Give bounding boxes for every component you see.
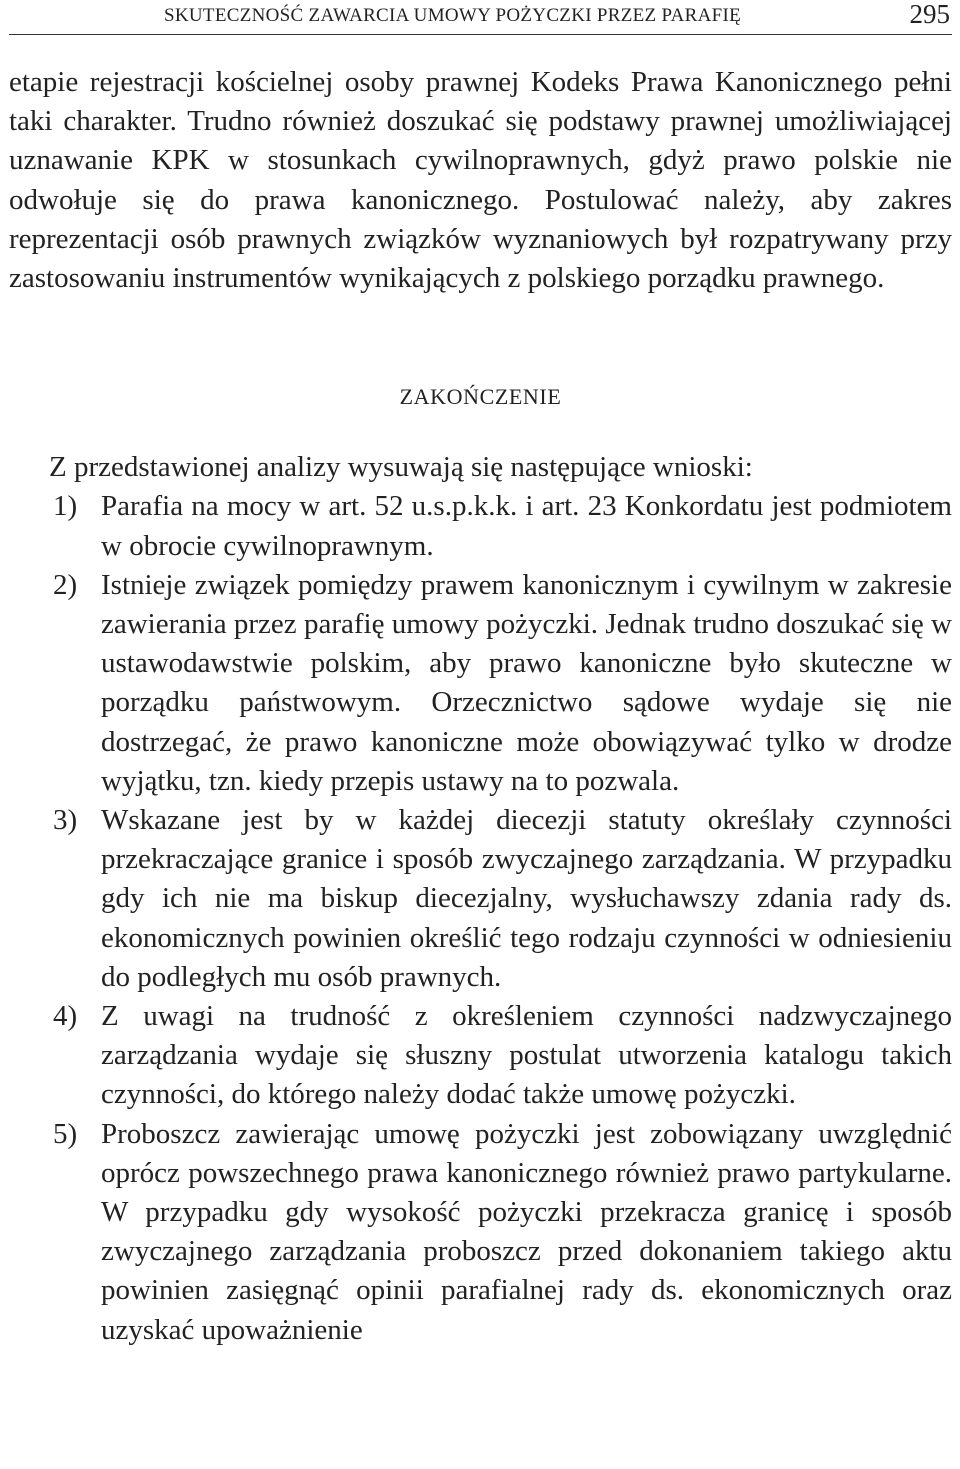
conclusions-intro: Z przedstawionej analizy wysuwają się następujące wnioski: xyxy=(49,451,753,484)
conclusion-item xyxy=(53,801,952,997)
running-header xyxy=(9,0,952,35)
conclusion-number: 3) xyxy=(53,804,78,837)
conclusion-number: 5) xyxy=(53,1117,78,1150)
page-number: 295 xyxy=(909,0,950,29)
conclusion-number: 2) xyxy=(53,568,78,601)
conclusions-list xyxy=(9,487,952,1349)
conclusion-text: Istnieje związek pomiędzy prawem kanonicznym i cywilnym w zakresie zawierania przez parafię umowy pożyczki. Jednak trudno doszukać się w ustawodawstwie polskim, aby prawo kanoniczne było skuteczne w porządku państwowym. Orzecznictwo sądowe wydaje się nie dostrzegać, że prawo kanoniczne może obowiązywać tylko w drodze wyjątku, tzn. kiedy przepis ustawy na to pozwala. xyxy=(101,568,952,797)
conclusion-text: Proboszcz zawierając umowę pożyczki jest zobowiązany uwzględnić oprócz powszechnego prawa kanonicznego również prawo partykularne. W przypadku gdy wysokość pożyczki przekracza granicę i sposób zwyczajnego zarządzania proboszcz przed dokonaniem takiego aktu powinien zasięgnąć opinii parafialnej rady ds. ekonomicznych oraz uzyskać upoważnienie xyxy=(101,1117,952,1346)
conclusion-item xyxy=(53,1115,952,1350)
conclusion-text: Z uwagi na trudność z określeniem czynności nadzwyczajnego zarządzania wydaje się słuszny postulat utworzenia katalogu takich czynności, do którego należy dodać także umowę pożyczki. xyxy=(101,1000,952,1111)
conclusion-item xyxy=(53,566,952,801)
conclusion-item xyxy=(53,487,952,565)
conclusion-number: 4) xyxy=(53,1000,78,1033)
opening-paragraph: etapie rejestracji kościelnej osoby prawnej Kodeks Prawa Kanonicznego pełni taki charakter. Trudno również doszukać się podstawy prawnej umożliwiającej uznawanie KPK w stosunkach cywilnoprawnych, gdyż prawo polskie nie odwołuje się do prawa kanonicznego. Postulować należy, aby zakres reprezentacji osób prawnych związków wyznaniowych był rozpatrywany przy zastosowaniu instrumentów wynikających z polskiego porządku prawnego. xyxy=(9,66,952,295)
section-heading: ZAKOŃCZENIE xyxy=(399,384,562,410)
running-title: SKUTECZNOŚĆ ZAWARCIA UMOWY POŻYCZKI PRZEZ PARAFIĘ xyxy=(164,5,742,26)
body-text xyxy=(9,63,952,298)
conclusion-text: Wskazane jest by w każdej diecezji statuty określały czynności przekraczające granice i sposób zwyczajnego zarządzania. W przypadku gdy ich nie ma biskup diecezjalny, wysłuchawszy zdania rady ds. ekonomicznych powinien określić tego rodzaju czynności w odniesieniu do podległych mu osób prawnych. xyxy=(101,804,952,993)
conclusion-number: 1) xyxy=(53,490,78,523)
conclusion-item xyxy=(53,997,952,1115)
conclusion-text: Parafia na mocy w art. 52 u.s.p.k.k. i art. 23 Konkordatu jest podmiotem w obrocie cywilnoprawnym. xyxy=(101,490,952,562)
